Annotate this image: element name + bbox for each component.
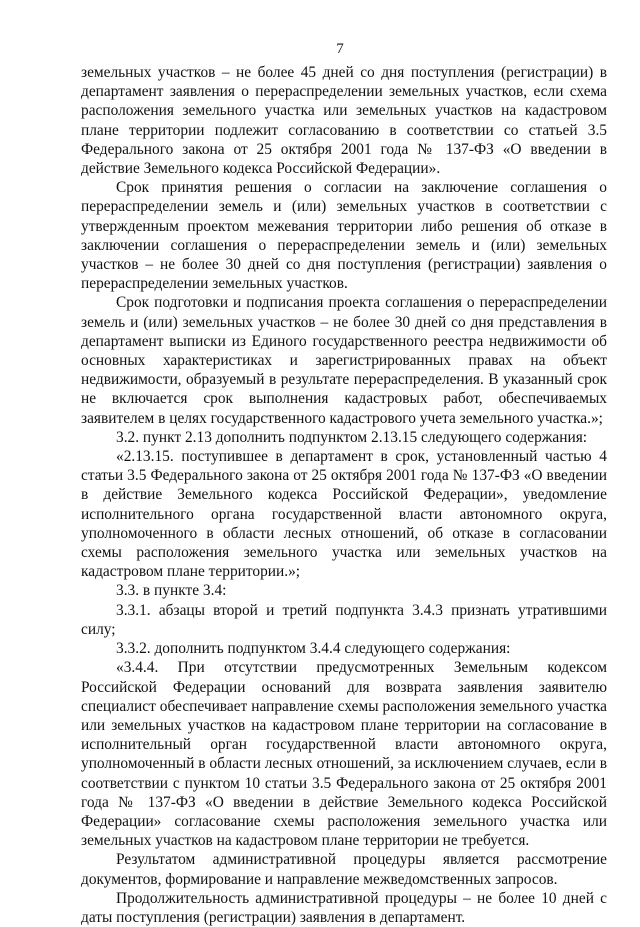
paragraph-3: Срок подготовки и подписания проекта соглашения о перераспределении земель и (или) земельных участков – не более 30 дней со дня представления в департамент выписки из Единого государственного реестра недвижимости об основных характеристиках и зарегистрированных правах на объект недвижимости, образуемый в результате перераспределения. В указанный срок не включается срок выполнения кадастровых работ, обеспечиваемых заявителем в целях государственного кадастрового учета земельного участка.»; <box>81 294 607 427</box>
paragraph-10: Результатом административной процедуры является рассмотрение документов, формирование и направление межведомственных запросов. <box>81 851 607 888</box>
document-body <box>81 63 607 927</box>
paragraph-7: 3.3.1. абзацы второй и третий подпункта 3.4.3 признать утратившими силу; <box>81 601 607 638</box>
paragraph-9: «3.4.4. При отсутствии предусмотренных Земельным кодексом Российской Федерации оснований для возврата заявления заявителю специалист обеспечивает направление схемы расположения земельного участка или земельных участков на кадастровом плане территории на согласование в исполнительный орган государственной власти автономного округа, уполномоченный в области лесных отношений, за исключением случаев, если в соответствии с пунктом 10 статьи 3.5 Федерального закона от 25 октября 2001 года № 137-ФЗ «О введении в действие Земельного кодекса Российской Федерации» согласование схемы расположения земельного участка или земельных участков на кадастровом плане территории не требуется. <box>81 659 607 850</box>
paragraph-8: 3.3.2. дополнить подпунктом 3.4.4 следующего содержания: <box>116 640 511 658</box>
paragraph-6: 3.3. в пункте 3.4: <box>116 582 227 600</box>
paragraph-2: Срок принятия решения о согласии на заключение соглашения о перераспределении земель и (или) земельных участков в соответствии с утвержденным проектом межевания территории либо решения об отказе в заключении соглашения о перераспределении земель и (или) земельных участков – не более 30 дней со дня поступления (регистрации) заявления о перераспределении земельных участков. <box>81 179 607 293</box>
paragraph-11: Продолжительность административной процедуры – не более 10 дней с даты поступления (регистрации) заявления в департамент. <box>81 889 607 926</box>
paragraph-5: «2.13.15. поступившее в департамент в срок, установленный частью 4 статьи 3.5 Федерального закона от 25 октября 2001 года № 137-ФЗ «О введении в действие Земельного кодекса Российской Федерации», уведомление исполнительного органа государственной власти автономного округа, уполномоченного в области лесных отношений, об отказе в согласовании схемы расположения земельного участка или земельных участков на кадастровом плане территории.»; <box>81 448 607 581</box>
page-number: 7 <box>336 41 344 57</box>
paragraph-4: 3.2. пункт 2.13 дополнить подпунктом 2.13.15 следующего содержания: <box>116 428 588 446</box>
paragraph-1: земельных участков – не более 45 дней со дня поступления (регистрации) в департамент заявления о перераспределении земельных участков, если схема расположения земельного участка или земельных участков на кадастровом плане территории подлежит согласованию в соответствии со статьей 3.5 Федерального закона от 25 октября 2001 года № 137-ФЗ «О введении в действие Земельного кодекса Российской Федерации». <box>81 64 607 178</box>
